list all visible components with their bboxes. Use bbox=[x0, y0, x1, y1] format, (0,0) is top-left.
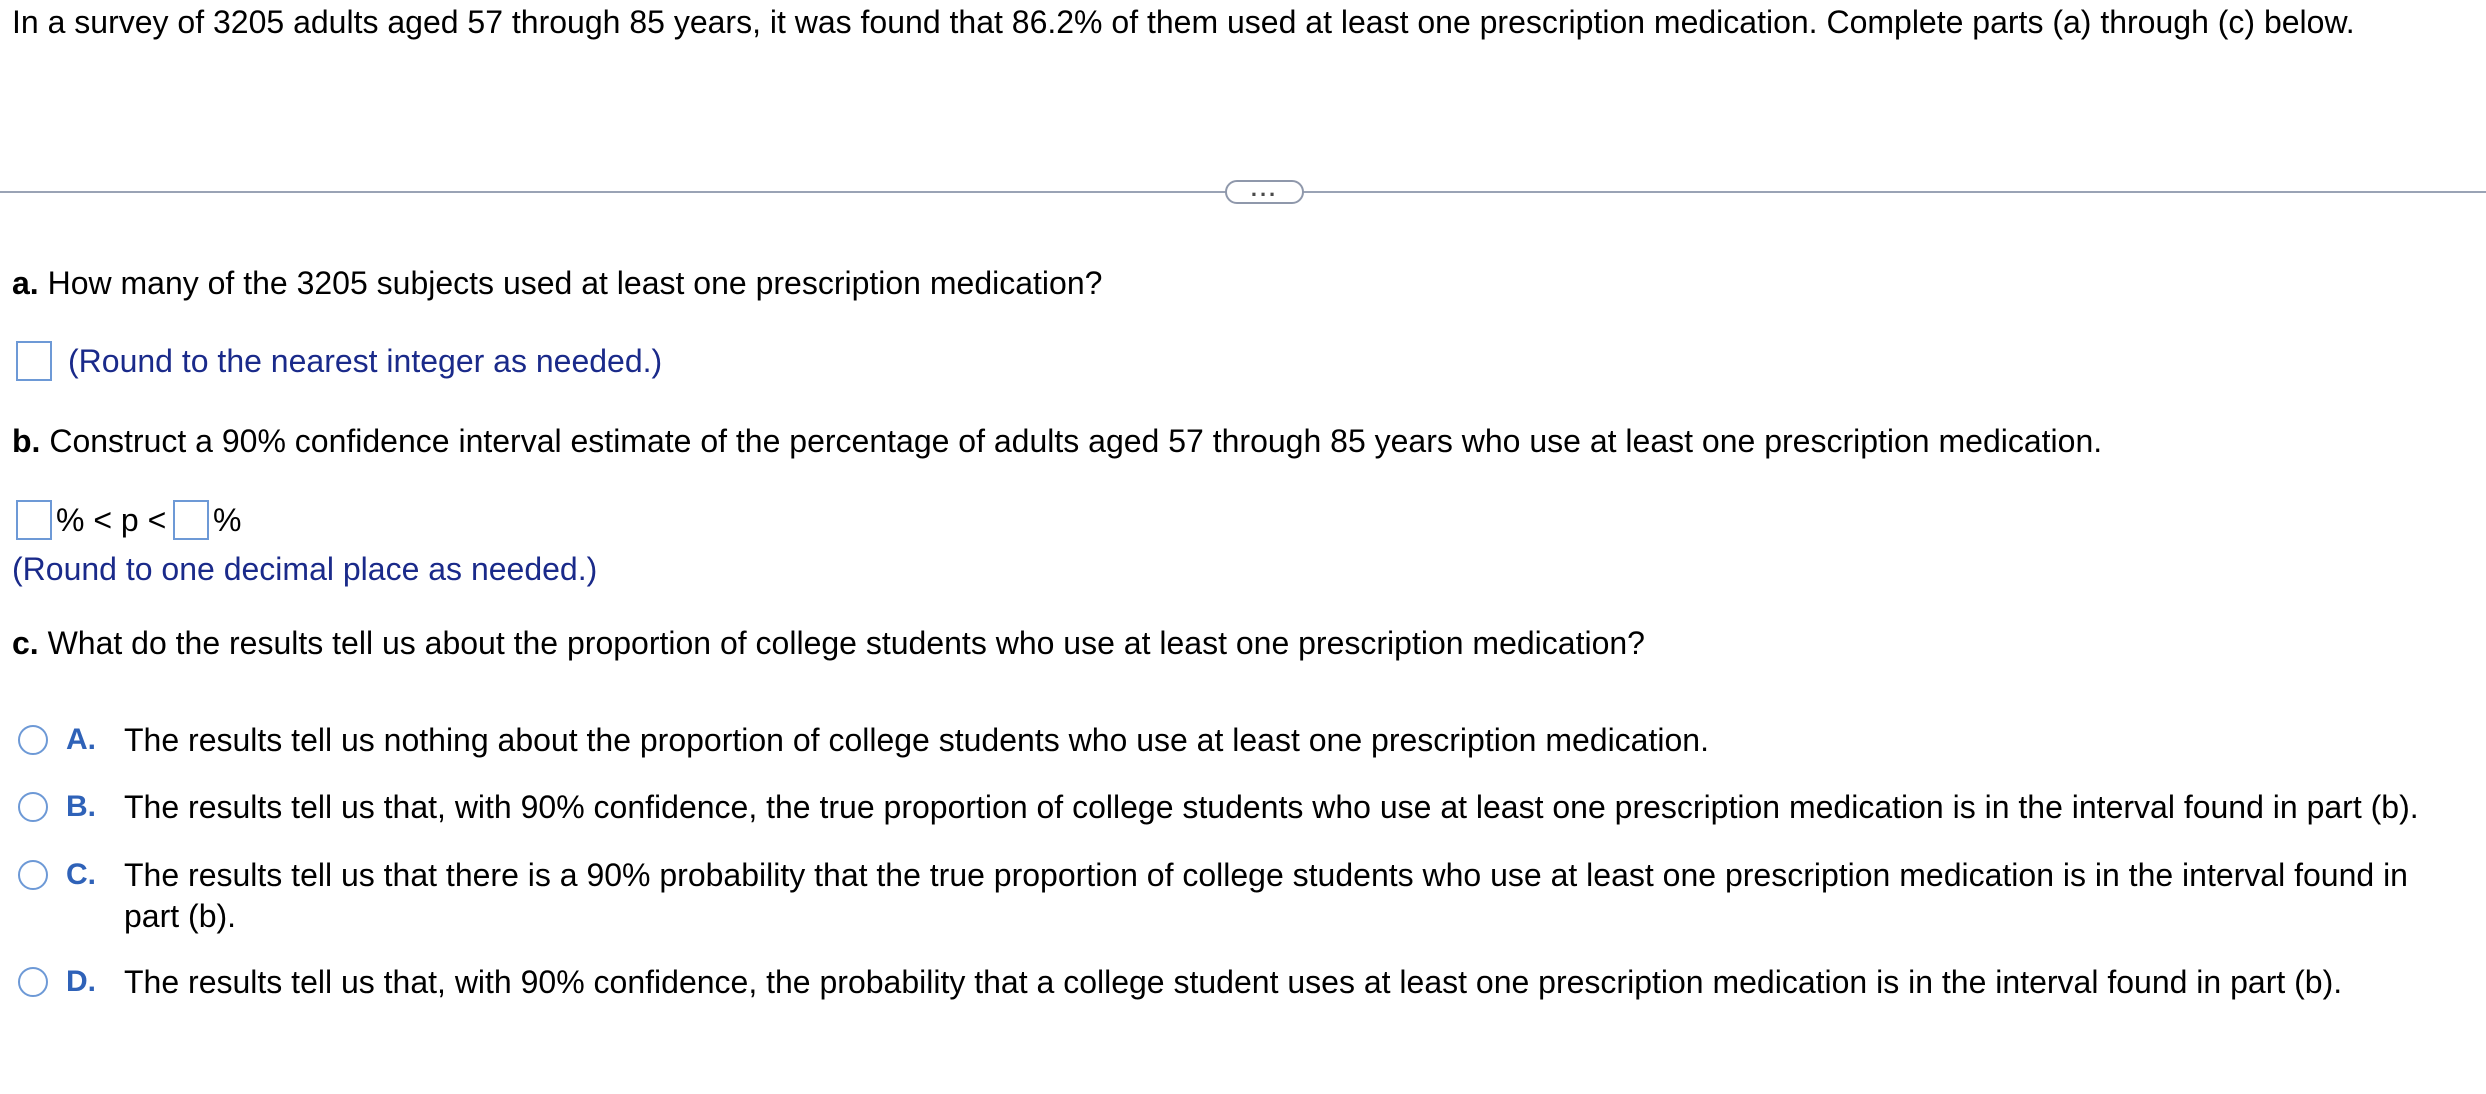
option-a-radio[interactable] bbox=[18, 725, 48, 755]
part-b-hint: (Round to one decimal place as needed.) bbox=[12, 551, 598, 587]
part-b-middle-text: % < p < bbox=[56, 502, 167, 538]
show-more-button[interactable]: ... bbox=[1225, 180, 1304, 204]
part-a-text: How many of the 3205 subjects used at least one prescription medication? bbox=[47, 265, 1103, 301]
part-b-upper-input[interactable] bbox=[173, 500, 209, 540]
part-c-label: c. bbox=[12, 625, 39, 661]
option-a-text: The results tell us nothing about the proportion of college students who use at least one prescription medication. bbox=[124, 722, 1709, 758]
option-d-radio[interactable] bbox=[18, 967, 48, 997]
option-d-letter: D. bbox=[66, 965, 96, 998]
part-b-label: b. bbox=[12, 423, 41, 459]
part-b-end-text: % bbox=[213, 502, 242, 538]
option-c-letter: C. bbox=[66, 858, 96, 891]
option-c-text-continued: part (b). bbox=[124, 898, 237, 934]
part-b-text: Construct a 90% confidence interval estimate of the percentage of adults aged 57 through 85 years who use at least one prescription medication. bbox=[49, 423, 2103, 459]
part-c-text: What do the results tell us about the proportion of college students who use at least one prescription medication? bbox=[47, 625, 1645, 661]
option-d-text: The results tell us that, with 90% confidence, the probability that a college student uses at least one prescription medication is in the interval found in part (b). bbox=[124, 964, 2343, 1000]
part-a-label: a. bbox=[12, 265, 39, 301]
option-b-text: The results tell us that, with 90% confidence, the true proportion of college students who use at least one prescription medication is in the interval found in part (b). bbox=[124, 789, 2419, 825]
question-intro: In a survey of 3205 adults aged 57 through 85 years, it was found that 86.2% of them used at least one prescription medication. Complete parts (a) through (c) below. bbox=[12, 4, 2355, 40]
option-b-radio[interactable] bbox=[18, 792, 48, 822]
option-a-letter: A. bbox=[66, 723, 96, 756]
part-c-question bbox=[12, 623, 1645, 663]
option-c-text: The results tell us that there is a 90% probability that the true proportion of college students who use at least one prescription medication is in the interval found in bbox=[124, 857, 2408, 893]
option-b-letter: B. bbox=[66, 790, 96, 823]
option-c-radio[interactable] bbox=[18, 860, 48, 890]
part-a-answer-input[interactable] bbox=[16, 341, 52, 381]
part-a-hint: (Round to the nearest integer as needed.) bbox=[68, 343, 663, 379]
part-b-lower-input[interactable] bbox=[16, 500, 52, 540]
part-a-question bbox=[12, 263, 1102, 303]
part-b-question bbox=[12, 421, 2102, 461]
